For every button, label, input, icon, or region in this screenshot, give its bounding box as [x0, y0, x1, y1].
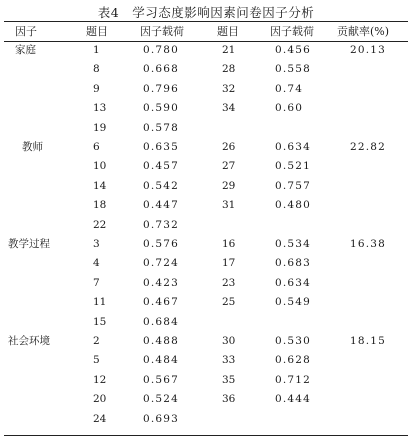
item-number: 10: [93, 160, 107, 173]
factor-name: 教学过程: [8, 238, 50, 250]
loading-value: 0.590: [143, 102, 180, 115]
item-number: 4: [93, 257, 100, 270]
item-number: 27: [222, 160, 236, 173]
item-number: 31: [222, 199, 236, 212]
item-number: 32: [222, 82, 236, 95]
item-number: 12: [93, 373, 107, 386]
loading-value: 0.480: [275, 199, 312, 212]
item-number: 26: [222, 141, 236, 153]
header-loading-2: 因子载荷: [270, 25, 314, 38]
item-number: 21: [222, 44, 236, 56]
loading-value: 0.578: [143, 121, 180, 134]
loading-value: 0.634: [275, 276, 312, 289]
loading-value: 0.732: [143, 218, 180, 231]
loading-value: 0.521: [275, 160, 312, 173]
loading-value: 0.634: [275, 141, 312, 153]
loading-value: 0.524: [143, 393, 180, 406]
loading-value: 0.724: [143, 257, 180, 270]
loading-value: 0.456: [275, 44, 312, 56]
loading-value: 0.74: [275, 82, 304, 95]
item-number: 17: [222, 257, 236, 270]
loading-value: 0.484: [143, 354, 180, 367]
contribution-value: 20.13: [350, 44, 387, 56]
item-number: 30: [222, 335, 236, 347]
header-contribution: 贡献率(%): [337, 25, 390, 38]
item-number: 7: [93, 276, 100, 289]
item-number: 3: [93, 238, 100, 250]
loading-value: 0.488: [143, 335, 180, 347]
contribution-value: 16.38: [350, 238, 387, 250]
item-number: 11: [93, 296, 107, 309]
loading-value: 0.542: [143, 179, 180, 192]
loading-value: 0.576: [143, 238, 180, 250]
loading-value: 0.444: [275, 393, 312, 406]
header-item-2: 题目: [217, 25, 239, 38]
loading-value: 0.668: [143, 63, 180, 76]
loading-value: 0.534: [275, 238, 312, 250]
item-number: 14: [93, 179, 107, 192]
item-number: 5: [93, 354, 100, 367]
loading-value: 0.757: [275, 179, 312, 192]
loading-value: 0.684: [143, 315, 180, 328]
header-item-1: 题目: [86, 25, 108, 38]
item-number: 36: [222, 393, 236, 406]
item-number: 8: [93, 63, 100, 76]
item-number: 34: [222, 102, 236, 115]
item-number: 28: [222, 63, 236, 76]
item-number: 6: [93, 141, 100, 153]
loading-value: 0.796: [143, 82, 180, 95]
item-number: 15: [93, 315, 107, 328]
loading-value: 0.567: [143, 373, 180, 386]
item-number: 20: [93, 393, 107, 406]
item-number: 9: [93, 82, 100, 95]
item-number: 13: [93, 102, 107, 115]
header-rule: [4, 41, 408, 42]
item-number: 18: [93, 199, 107, 212]
item-number: 16: [222, 238, 236, 250]
loading-value: 0.60: [275, 102, 304, 115]
loading-value: 0.693: [143, 412, 180, 425]
item-number: 1: [93, 44, 100, 56]
item-number: 33: [222, 354, 236, 367]
factor-name: 社会环境: [8, 335, 50, 347]
table-caption: 表4 学习态度影响因素问卷因子分析: [97, 5, 315, 20]
header-factor: 因子: [15, 25, 37, 38]
loading-value: 0.530: [275, 335, 312, 347]
loading-value: 0.423: [143, 276, 180, 289]
loading-value: 0.635: [143, 141, 180, 153]
item-number: 35: [222, 373, 236, 386]
loading-value: 0.683: [275, 257, 312, 270]
loading-value: 0.712: [275, 373, 312, 386]
item-number: 25: [222, 296, 236, 309]
loading-value: 0.467: [143, 296, 180, 309]
loading-value: 0.549: [275, 296, 312, 309]
item-number: 23: [222, 276, 236, 289]
loading-value: 0.447: [143, 199, 180, 212]
item-number: 22: [93, 218, 107, 231]
header-loading-1: 因子载荷: [140, 25, 184, 38]
contribution-value: 18.15: [350, 335, 387, 347]
item-number: 19: [93, 121, 107, 134]
item-number: 29: [222, 179, 236, 192]
loading-value: 0.628: [275, 354, 312, 367]
factor-name: 教师: [22, 141, 43, 153]
loading-value: 0.558: [275, 63, 312, 76]
item-number: 2: [93, 335, 100, 347]
bottom-rule: [4, 435, 408, 436]
contribution-value: 22.82: [350, 141, 387, 153]
factor-name: 家庭: [15, 44, 36, 56]
item-number: 24: [93, 412, 107, 425]
loading-value: 0.780: [143, 44, 180, 56]
top-rule: [4, 21, 408, 22]
loading-value: 0.457: [143, 160, 180, 173]
